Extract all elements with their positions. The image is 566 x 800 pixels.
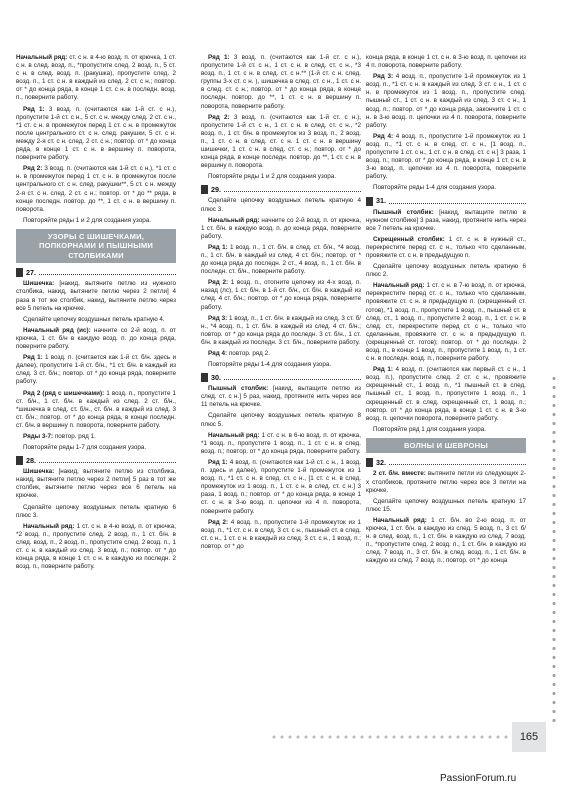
section-banner: ВОЛНЫ И ШЕВРОНЫ — [366, 438, 526, 454]
paragraph: Ряд 1: 4 возд. п. (считаются как первый ст. с н., 1 возд. п.), пропустите след. 2 ст. с н., провяжите скрещенный ст., 1 возд. п., *1 пышный ст. в след. пышный ст., 1 возд. п., пропустите 1 возд. п., 1 скрещенный ст. в след. скрещенный ст., 1 возд. п.; повтор. от * до конца ряда, в конце 1 ст. с н. в 3-ю возд. п. цепочки поворота, поверните работу. — [366, 366, 526, 422]
pattern-number: 32. — [376, 457, 386, 467]
pattern-heading-27 — [16, 268, 176, 277]
paragraph: Ряд 4: 4 возд. п., пропустите 1-й промежуток из 1 возд. п., *1 ст. с н. в след. ст. с н., [1 возд. п., пропустите 1 ст. с н., 1 ст. с н. в след. ст. с н.] 3 раза, 1 возд. п.; повтор. от * до конца ряда, в конце 1 ст. с н. в 3-ю возд. п. цепочки из 4 п. поворота, поверните работу. — [366, 132, 527, 181]
dotted-leader — [39, 270, 176, 275]
paragraph: Ряд 1: 3 возд. п. (считаются как 1-й ст. с н.), пропустите 1-й ст. с н., 5 ст. с н. между след. 2 ст. с н., *1 ст. с н. в промежуток перед 1 ст. с н. в промежуток после центрального ст. с н. след. ракушки, 5 ст. с н. между 2-я ст. с н. след. 2 ст. с н.; повтор. от * до конца ряда, в конце 1 ст. с н. в вершину п. поворота, поверните работу. — [16, 105, 177, 162]
paragraph: Сделайте цепочку воздушных петель кратную 4 плюс 3. — [201, 197, 361, 213]
paragraph: Повторяйте ряды 1 и 2 для создания узора. — [208, 173, 336, 181]
paragraph: Ряды 3-7: повтор. ряд 1. — [23, 432, 96, 440]
paragraph: Ряд 1: 1 возд. п., 1 ст. б/н. в след. ст. б/н., *4 возд. п., 1 ст. б/н. в каждый из след. 4 ст. б/н.; повтор. от * до конца ряда до последн. 2 ст., 4 возд. п., 1 ст. б/н. в последн. ст. б/н., поверните работу. — [201, 243, 362, 276]
dotted-leader — [39, 458, 176, 463]
pattern-heading-32 — [366, 458, 526, 467]
paragraph: Ряд 2 (ряд с шишечками): 1 возд. п., пропустите 1 ст. б/н., 1 ст. б/н. в каждый из след. 2 ст. б/н., *шишечка в след. ст. б/н., ст. б/н. в каждый из след. 3 ст. б/н.; повтор. от * до конца ряда, в конце последн. ст. б/н. в вершину п. поворота, поверните работу. — [16, 389, 176, 429]
paragraph: Повторяйте ряды 1 и 2 для создания узора. — [23, 216, 151, 224]
pattern-number: 27. — [26, 267, 36, 277]
paragraph: Шишечка: [накид, вытяните петлю из столбика, накид, вытяните петлю через 2 петли] 5 раз в тот же столбик, вытяните петлю через все 6 петель на крючке. — [16, 468, 176, 500]
text-column-middle — [201, 54, 361, 554]
paragraph: Начальный ряд: 1 ст. б/н. во 2-ю возд. п. от крючка, 1 ст. б/н. в каждую из след. 5 возд. п., 3 ст. б/н. в след. возд. п., 1 ст. б/н. в каждую из след. 7 возд. п., *пропустите след. 2 возд. п., 1 ст. б/н. в каждую из след. 7 возд. п., 3 ст. б/н. в след. возд. п., 1 ст. б/н. в каждую из след. 7 возд. п.; повтор. от * до конца — [366, 516, 526, 565]
pattern-number: 29. — [211, 184, 221, 194]
paragraph: Ряд 1: 3 возд. п. (считаются как 1-й ст. с н.), пропустите 1-й ст. с н., 1 ст. с н. в след. ст. с н., *3 возд. п., 1 ст. с н. в след. ст. с н.** (1-й ст. с н. след. группы 3-х ст. с н. ), шишечка в след. ст. с н., 1 ст. с н. в след. ст. с н.; повтор. от * до конца ряда, в конце последн. повтор. до **, 1 ст. с н. в вершину п. поворота, поверните работу. — [201, 54, 362, 110]
paragraph: Скрещенный столбик: 1 ст. с н. в нужный ст., перекрестите перед ст. с н., только что сделанным, провяжите ст. с н. в предыдущую п. — [366, 235, 526, 259]
square-bullet-icon — [366, 197, 373, 206]
paragraph: Ряд 1: 4 возд. п. (считаются как 1-й ст. с н., 1 возд. п. здесь и далее), пропустите 1-й промежуток из 1 возд. п., *1 ст. с н. в след. ст. с н., [1 ст. с н. в след. промежуток из 1 возд. п., 1 ст. с н. в след. ст. с н.] 3 раза, 1 возд. п.; повтор. от * до конца ряда, в конце 1 ст. с н. в 3-ю возд. п. цепочки из 4 п. поворота, поверните работу. — [201, 458, 361, 515]
watermark: PassionForum.ru — [440, 773, 517, 784]
paragraph: Сделайте цепочку воздушных петель кратную 6 плюс 3. — [16, 503, 176, 519]
square-bullet-icon — [201, 373, 208, 382]
dotted-leader — [389, 460, 526, 465]
dotted-leader — [224, 187, 361, 192]
square-bullet-icon — [366, 458, 373, 467]
decorative-dot-column — [551, 374, 557, 724]
paragraph: Начальный ряд: 1 ст. с н. в 6-ю возд. п. от крючка, *1 возд. п., пропустите 1 возд. п., 1 ст. с н. в след. возд. п.; повтор. от * до конца ряда, поверните работу. — [201, 431, 361, 455]
paragraph: Пышный столбик: [накид, вытащите петлю в нужном столбике] 3 раза, накид, протяните нить через все 7 петель на крючке. — [366, 208, 526, 232]
paragraph: Ряд 3: 4 возд. п., пропустите 1-й промежуток из 1 возд. п., *1 ст. с н. в каждый из след. 3 ст. с н., 1 ст. с н. в промежуток из 1 возд. п., пропустите след. пышный ст., 1 ст. с н. в каждый из след. 3 ст. с н., 1 возд. п.; повтор. от * до конца ряда, закончите 1 ст. с н. в 3-ю возд. п. цепочки из 4 п. поворота, поверните работу. — [366, 73, 527, 129]
decorative-dot-row — [270, 734, 510, 740]
paragraph: 2 ст. б/н. вместе: вытяните петли из следующих 2-х столбиков, протяните петлю через все 3 петли на крючке. — [366, 470, 526, 494]
paragraph: Ряд 2: 3 возд. п. (считаются как 1-й ст. с н.), пропустите 1-й ст. с н., 1 ст. с н. в след. ст. с н., *2 возд. п., 1 ст. б/н. в промежуток из 3 возд. п., 2 возд. п., 1 ст. с н. в след. ст. с н. 1 ст. с н. в вершину шишечки, 1 ст. с н. в след. ст. с н.; повтор. от * до конца ряда, в конце последн. повтор. до **, 1 ст. с н. в вершину п. поворота. — [201, 113, 362, 170]
dotted-leader — [389, 199, 526, 204]
pattern-heading-29 — [201, 185, 361, 194]
paragraph: Начальный ряд: 1 ст. с н. в 4-ю возд. п. от крючка, *2 возд. п., пропустите след. 2 возд. п., 1 ст. б/н. в след. возд. п., 2 возд. п., пропустите след. 2 возд. п., 1 ст. с н. в каждый из след. 3 возд. п.; повтор. от * до конца ряда, в конце 1 ст. с н. в каждую из последн. 2 возд. п., поверните работу. — [16, 522, 176, 571]
paragraph: Сделайте цепочку воздушных петель кратную 17 плюс 15. — [366, 497, 526, 513]
paragraph: Начальный ряд: 1 ст. с н. в 7-ю возд. п. от крючка, перекрестите перед ст. с н., только что сделанным, провяжите ст. с н. в предыдущую п. (скрещенный ст. готов), *1 возд. п., пропустите 1 возд. п., пышный ст. в след. ст., 1 возд. п., пропустите 2 возд. п., 1 ст. с н. в след. ст., перекрестите перед ст. с н., только что сделанным, провяжите ст. с н. в предыдущую п. (скрещенный ст. готов); повтор. от * до последн. 2 возд. п., в конце 1 возд. п., пропустите 1 возд. п., 1 ст. с н. в последн. возд. п., поверните работу. — [366, 282, 526, 363]
square-bullet-icon — [16, 268, 23, 277]
paragraph: Пышный столбик: [накид, вытащите петлю из след. ст. с н.] 5 раз, накид, протяните нить через все 11 петель на крючке. — [201, 385, 362, 409]
paragraph: Повторяйте ряд 1 для создания узора. — [373, 425, 486, 433]
pattern-heading-31 — [366, 197, 526, 206]
paragraph: Ряд 1: 1 возд. п. (считается как 1-й ст. б/н. здесь и далее), пропустите 1-й ст. б/н., *1 ст. б/н. в каждый из след. 3 ст. б/н.; повтор. от * до конца ряда, поверните работу. — [16, 354, 177, 386]
paragraph: Шишечка: [накид, вытяните петлю из нужного столбика, накид, вытяните петлю через 2 петли] 4 раза в тот же столбик, накид, вытяните петлю через все 5 петель на крючке. — [16, 280, 176, 312]
paragraph: Сделайте цепочку воздушных петель кратную 4. — [23, 315, 165, 323]
pattern-number: 30. — [211, 372, 221, 382]
paragraph: Начальный ряд (ис): начните со 2-й возд. п. от крючка, 1 ст. б/н в каждую возд. п. до конца ряда, поверните работу. — [16, 326, 176, 351]
paragraph: Ряд 2: 4 возд. п., пропустите 1-й промежуток из 1 возд. п., *1 ст. с н. в след. 3 ст. с н., пышный ст. в след. ст. с н., 1 ст. с н. в каждый из след. 3 ст. с н., 1 возд. п.; повтор. от * до — [201, 518, 362, 550]
paragraph: Повторяйте ряды 1-7 для создания узора. — [23, 444, 147, 452]
paragraph: Повторяйте ряды 1-4 для создания узора. — [208, 361, 332, 369]
paragraph: Сделайте цепочку воздушных петель кратную 8 плюс 5. — [201, 412, 361, 428]
text-column-left — [16, 54, 176, 574]
paragraph: Ряд 2: 3 возд. п. (считаются как 1-й ст. с н.), *1 ст. с н. в промежуток перед 1 ст. с н. в промежуток после центрального ст. с н. след. ракушки**, 5 ст. с н. между 2-я ст. с н. след. 2 ст. с н.; повтор. от * до ** ряда, в конце последн. повтор. до **, 1 ст. с н. в вершину п. поворота. — [16, 165, 176, 213]
paragraph: Начальный ряд: начните со 2-й возд. п. от крючка, 1 ст. б/н. в каждую возд. п. до конца ряда, поверните работу. — [201, 216, 361, 240]
paragraph: Ряд 4: повтор. ряд 2. — [208, 350, 270, 357]
pattern-heading-28 — [16, 456, 176, 465]
paragraph: Сделайте цепочку воздушных петель кратную 6 плюс 2. — [366, 263, 526, 279]
pattern-number: 31. — [376, 196, 386, 205]
paragraph: Ряд 2: 1 возд. п., отогните цепочку из 4-х возд. п. назад (лс), 1 ст. б/н. в 1-й ст. б/н., ст. б/н. в каждый из след. 4 ст. б/н.; повтор. от * до конца ряда, поверните работу. — [201, 279, 362, 311]
paragraph: конца ряда, в конце 1 ст. с н. в 3-ю возд. п. цепочки из 4 п. поворота, поверните работу. — [366, 54, 526, 70]
section-banner: УЗОРЫ С ШИШЕЧКАМИ, ПОПКОРНАМИ И ПЫШНЫМИ СТОЛБИКАМИ — [16, 229, 176, 264]
text-column-right — [366, 54, 526, 568]
square-bullet-icon — [16, 456, 23, 465]
paragraph: Начальный ряд: ст. с н. в 4-ю возд. п. от крючка, 1 ст. с н. в след. возд. п., *пропустите след. 2 возд. п., 5 ст. с н. в след. возд. п. (ракушка), пропустите след. 2 возд. п., 1 ст. с н. в каждый из след. 2 ст. с н.; повтор. от * до конца ряда, в конце 1 ст. с н. в последн. возд. п., поверните работу. — [16, 54, 176, 102]
page-number: 165 — [512, 722, 546, 752]
pattern-number: 28. — [26, 455, 36, 465]
paragraph: Повторяйте ряды 1-4 для создания узора. — [373, 184, 497, 192]
pattern-heading-30 — [201, 373, 361, 382]
dotted-leader — [224, 375, 361, 380]
square-bullet-icon — [201, 185, 208, 194]
paragraph: Ряд 3: 1 возд. п., 1 ст. б/н. в каждый из след. 3 ст. б/н., *4 возд. п., 1 ст. б/н. в каждый из след. 4 ст. б/н.; повтор. от * до конца ряда до последн. 3 ст. б/н., 1 ст. б/н. в каждый из последн. 3 ст. б/н., поверните работу. — [201, 314, 362, 346]
